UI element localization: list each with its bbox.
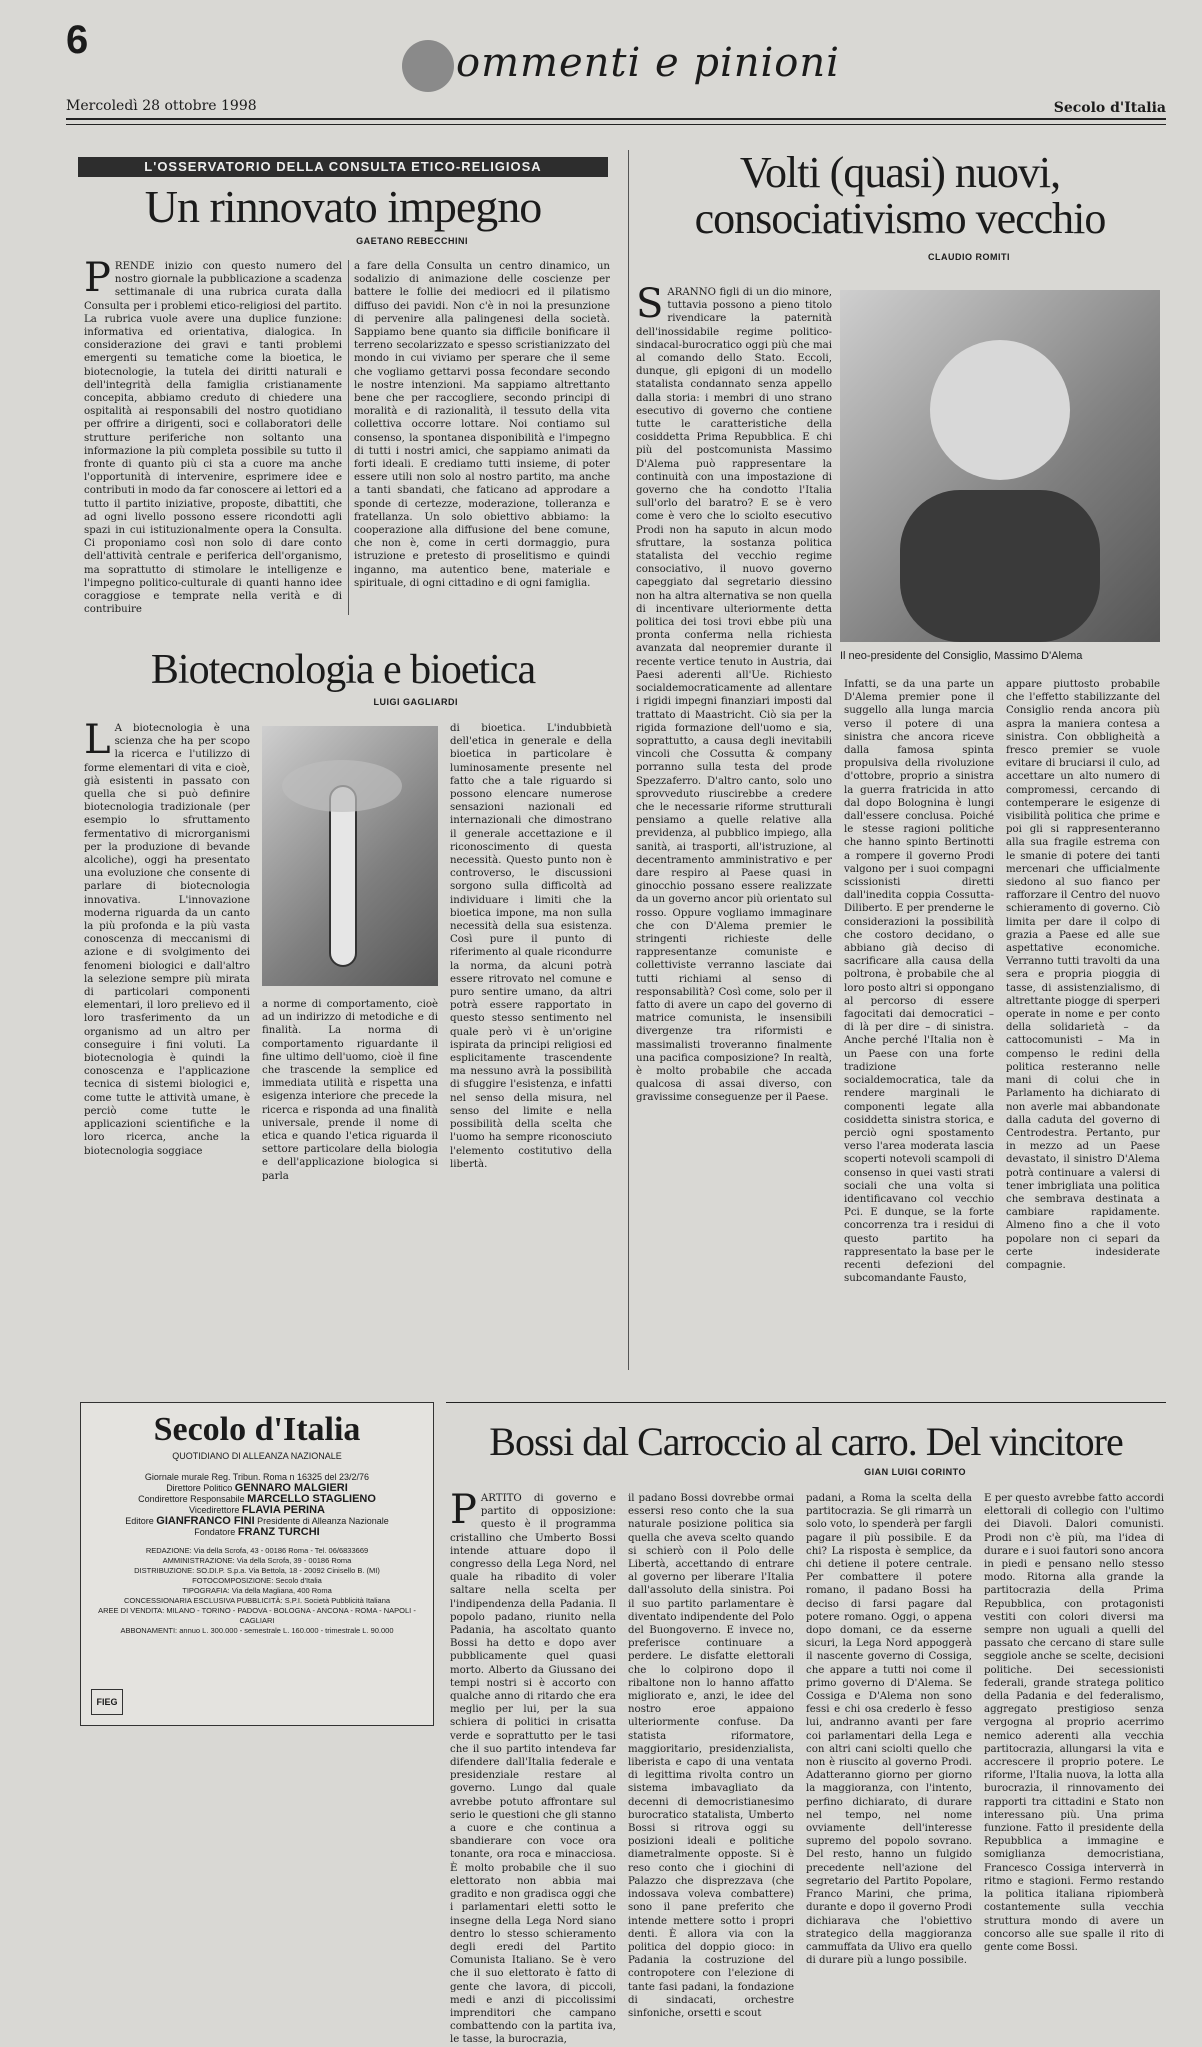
article-body-col1: PRENDE inizio con questo numero del nostro giornale la pubblicazione a scadenza settimanale di una rubrica curata dalla Consulta per i problemi etico-religiosi del partito. La rubrica vuole avere una duplice funzione: informativa ed orientativa, dialogica. In considerazione dei gravi e tanti problemi emergenti su tematiche come la bioetica, le biotecnologie, la tutela dei diritti naturali e dell'integrità della famiglia cristianamente concepita, abbiamo creduto di chiedere una ospitalità ai responsabili del nostro quotidiano per offrire a dirigenti, soci e collaboratori delle strutture periferiche non soltanto una informazione la più completa possibile su tutto il fronte di quanto più ci sta a cuore ma anche l'opportunità di intervenire, esprimere idee e contributi in modo da far conoscere ai lettori ed a tutto il partito iniziative, proposte, dibattiti, che ad ogni livello possono essere ricondotti agli spazi in cui istituzionalmente opera la Consulta. Ci proponiamo così non solo di dare conto dell'attività centrale e periferica dell'organismo, ma soprattutto di stimolare le intelligenze e l'impegno politico-culturale di quanti hanno idee coraggiose e temprate nella verità e di contribuire [84, 255, 342, 616]
masthead-editor: Editore GIANFRANCO FINI Presidente di Alleanza Nazionale [125, 1515, 389, 1527]
article-body-col2: a norme di comportamento, cioè ad un indirizzo di metodiche e di finalità. La norma di comportamento riguardante il fine ultimo dell'uomo, cioè il fine che trascende la semplice ed immediata utilità e rispetta una esigenza interiore che precede la ricerca e risponda ad una finalità universale, prende il nome di etica e quando l'etica riguarda il settore particolare della biologia e dell'applicazione biologica si parla [262, 999, 438, 1182]
rubric-kicker: L'OSSERVATORIO DELLA CONSULTA ETICO-RELIGIOSA [78, 157, 608, 177]
section-title: ommenti e pinioni [400, 40, 840, 92]
portrait-icon [840, 290, 1160, 642]
masthead-subtitle: QUOTIDIANO DI ALLEANZA NAZIONALE [172, 1451, 342, 1461]
drop-cap: P [450, 1487, 477, 1533]
article-title-bossi: Bossi dal Carroccio al carro. Del vincitore [489, 1419, 1123, 1464]
drop-cap: S [636, 281, 664, 327]
article-body-col1: SARANNO figli di un dio minore, tuttavia possono a pieno titolo rivendicare la paternità dell'inossidabile regime politico-sindacal-burocratico oggi più che mai al comando dello Stato. Eccoli, dunque, gli epigoni di un modello statalista condannato senza appello dalla storia: i membri di uno strano esecutivo di governo che contiene tutte le caratteristiche della cosiddetta Prima Repubblica. E chi più del postcomunista Massimo D'Alema può rappresentare la continuità con una impostazione di governo che ha condotto l'Italia sull'orlo del baratro? E se è vero come è vero che lo sciolto esecutivo Prodi non ha saputo in alcun modo sfruttare, la sostanza politica statalista del vecchio regime consociativo, il nuovo governo capeggiato dal segretario diessino non ha altra alternativa se non quella di incentivare ulteriormente detta politica dei tosi trovi ebbe più una pronta conferma nella richiesta avanzata dal neopremier durante il recente vertice tenuto in Austria, dai Paesi aderenti all'Ue. Richiesto socialdemocraticamente ad allentare i rigidi impegni finanziari imposti dal trattato di Maastricht. Ciò sia per la rigida formazione dell'uomo e sia, soprattutto, a causa degli inevitabili vincoli che Cossutta & company porranno sulla testa del prode Spezzaferro. D'altro canto, solo uno sprovveduto riuscirebbe a credere che le necessarie riforme strutturali pensiamo a quelle relative alla previdenza, al pubblico impiego, alla sanità, ai trasporti, all'istruzione, al decentramento amministrativo e per dare respiro al Paese quasi in ginocchio possano essere realizzate da un governo ancor più orientato sul rosso. Oppure vogliamo immaginare che con D'Alema premier le stringenti richieste delle rappresentanze comuniste e collettiviste verranno lasciate dai tutti richiami al senso di responsabilità? Così come, solo per il fatto di avere un capo del governo di matrice comunista, le insensibili divergenze tra riformisti e massimalisti troveranno finalmente una pacifica composizione? In realtà, è molto probabile che accada qualcosa di assai diverso, con gravissime conseguenze per il Paese. [636, 281, 832, 1104]
article-body-col4: E per questo avrebbe fatto accordi elettorali di collegio con l'ultimo dei Diavoli. Dalori comunisti. Prodi non c'è più, ma l'idea di durare e i suoi fautori sono ancora in piedi e pensano nello stesso modo. Ritorna alla grande la partitocrazia della Prima Repubblica, con protagonisti vestiti con colori diversi ma sempre non uguali a quelli del passato che cercano di stare sulle seggiole anche se scelte, decisioni politiche. Dei secessionisti federali, grande stratega politico della Padania e del federalismo, aggregato prestigioso senza vergogna al proprio acerrimo nemico aderenti alla vecchia partitocrazia, allungarsi la vita e accrescere il proprio potere. Le riforme, l'Italia nuova, la lotta alla burocrazia, il rinnovamento dei rapporti tra cittadini e Stato non interessano più. Una prima funzione. Fatto il presidente della Repubblica a immagine e somiglianza democristiana, Francesco Cossiga interverrà in ritmo e stagioni. Fermo restando la politica italiana ripiomberà costantemente sulla vecchia struttura mondo di avere un concorso alle sue spalle il rito di gente come Bossi. [984, 1493, 1164, 1953]
article-body-col1: L A biotecnologia è una scienza che ha per scopo la ricerca e l'utilizzo di forme elementari di vita e cioè, già esistenti in passato con quella che si può definire biotecnologia tradizionale (per esempio lo sfruttamento fermentativo di microrganismi per la produzione di bevande alcoliche), oggi ha presentato una evoluzione che consente di parlare di biotecnologia innovativa. L'innovazione moderna riguarda da un canto la più profonda e la più vasta conoscenza di meccanismi di azione e di svolgimento dei fenomeni biologici e dall'altro la selezione sempre più mirata di particolari componenti elementari, il loro prelievo ed il loro trasferimento da un organismo ad un altro per conseguire i fini voluti. La biotecnologia è quindi la conoscenza e l'applicazione tecnica di sistemi biologici e, come tutte le attività umane, è perciò come tutte le applicazioni scientifiche e la loro ricerca, anche la biotecnologia soggiace [84, 717, 250, 1157]
test-tube-photo [262, 726, 438, 986]
dalema-photo [840, 290, 1160, 642]
article-byline-gagliardi: LUIGI GAGLIARDI [373, 697, 458, 707]
masthead-vice: Vicedirettore FLAVIA PERINA [188, 1504, 325, 1516]
article-body-col3: appare piuttosto probabile che l'effetto stabilizzante del Consiglio renda ancora più aspra la maniera contesa a sinistra. Con obbligheità a fresco premier se vuole evitare di bruciarsi il culo, ad accettare un alto numero di compromessi, cercando di contemperare le esigenze di visibilità politica che prime e poi gli si rappresenteranno alla sua fragile estrema con le smanie di potere dei tanti mercenari che ufficialmente siedono al suo fianco per rafforzare il Centro del nuovo schieramento di governo. Ciò limita per dare il colpo di grazia a Paese ed alle sue aspettative economiche. Verranno tutti travolti da una sera e propria pioggia di tasse, di assistenzialismo, di altrettante piogge di sperperi operate in nome e per conto della solidarietà – da cattocomunisti – Ma in compenso le redini della politica resteranno nelle mani di colui che in Parlamento ha dichiarato di non averle mai abbandonate dalla caduta del governo di Centrodestra. Pertanto, pur in mezzo ad un Paese devastato, il sinistro D'Alema potrà continuare a valersi di tener imbrigliata una politica che sembrava destinata a cambiare rapidamente. Almeno fino a che il voto popolare non ci separi da certe indesiderate compagnie. [1006, 679, 1160, 1271]
masthead-condirector: Condirettore Responsabile MARCELLO STAGLIENO [138, 1493, 376, 1505]
article-byline-romiti: CLAUDIO ROMITI [928, 252, 1010, 262]
fieg-badge: FIEG [91, 1689, 123, 1715]
article-title-volti: Volti (quasi) nuovi, consociativismo vecchio [694, 148, 1106, 243]
header-rule [66, 118, 1166, 120]
article-title-rinnovato: Un rinnovato impegno [144, 181, 542, 232]
article-body-col1: PARTITO di governo e partito di opposizione: questo è il programma cristallino che Umberto Bossi intende attuare dopo il congresso della Lega Nord, nel quale ha ribadito di voler saltare nella scelta per l'indipendenza della Padania. Il popolo padano, riunito nella Padania, ha ascoltato quanto Bossi ha detto e dopo aver pubblicamente quel quasi morto. Alberto da Giussano dei tempi nostri si è accorto con qualche anno di ritardo che era meglio per lui, per la sua schiera di politici in crisatta verde e soprattutto per le tasi che il suo partito intendeva far difendere dall'Italia federale e presidenziale restare al governo. Lungo dal quale avrebbe potuto affrontare sul serio le questioni che gli stanno a cuore e che continua a sbandierare con voce ora tonante, ora roca e minacciosa. È molto probabile che il suo elettorato non abbia mai gradito e non gradisca oggi che i parlamentari eletti sotto le insegne della Lega Nord siano dentro lo stesso schieramento degli eredi del Partito Comunista Italiano. Se è vero che il suo elettorato è fatto di gente che lavora, di piccoli, medi e anzi di piccolissimi imprenditori che campano combattendo con la partita iva, le tasse, la burocrazia, [450, 1487, 616, 2046]
photo-caption: Il neo-presidente del Consiglio, Massimo D'Alema [840, 650, 1083, 662]
column-divider [348, 260, 349, 615]
masthead-registration: Giornale murale Reg. Tribun. Roma n 16325 del 23/2/76 [144, 1472, 370, 1482]
masthead-director: Direttore Politico GENNARO MALGIERI [166, 1482, 348, 1494]
dateline: Mercoledì 28 ottobre 1998 [66, 98, 257, 114]
article-body-col2: il padano Bossi dovrebbe ormai essersi reso conto che la sua naturale posizione politica sia quella che aveva scelto quando si schierò con il Polo delle Libertà, accettando di entrare al governo per liberare l'Italia dall'assoluto della sinistra. Poi il suo partito parlamentare è diventato indipendente del Polo del Buongoverno. E invece no, preferisce continuare a perdere. Le disfatte elettorali che lo colpirono dopo il ribaltone non lo hanno affatto migliorato e, anzi, le idee del nostro eroe appaiono ulteriormente confuse. Da statista riformatore, maggioritario, presidenzialista, liberista e capo di una ventata di legittima rivolta contro un sistema imbavagliato da decenni di democristianesimo burocratico statalista, Umberto Bossi si ritrova oggi su posizioni ideali e politiche diametralmente opposte. Si è reso conto che i giochini di Palazzo che disprezzava (che indossava voleva combattere) sono il pane preferito che intende mettere sotto i propri denti. È allora via con la politica del doppio gioco: in Padania la costruzione del contropotere con l'elezione di tante fasi padani, la fondazione di sindacati, orchestre sinfoniche, orsetti e scout [628, 1493, 794, 2019]
article-rule [446, 1402, 1166, 1403]
masthead-founder: Fondatore FRANZ TURCHI [194, 1526, 320, 1538]
article-body-col3: di bioetica. L'indubbietà dell'etica in generale e della bioetica in particolare è luminosamente presente nel fatto che a tale riguardo si possono elencare numerose sensazioni nazionali ed internazionali che dimostrano il generale accettazione e il riconoscimento di questa necessità. Questo punto non è controverso, le discussioni sorgono sulla difficoltà ad individuare i limiti che la bioetica impone, ma non sulla necessità della sua esistenza. Così pure il punto di riferimento al quale ricondurre la norma, da alcuni potrà essere ritrovato nel comune e puro sentire umano, da altri potrà essere rapportato in questo stesso sentimento nel quale però vi è un'origine ispirata da principi religiosi ed esplicitamente trascendente ma nessuno avrà la possibilità di sfuggire l'esistenza, e infatti nel senso della misura, nel senso del limite e nella possibilità della scelta che l'uomo ha sempre riconosciuto l'elemento costitutivo della libertà. [450, 723, 612, 1170]
article-body-col3: padani, a Roma la scelta della partitocrazia. Se gli rimarrà un solo voto, lo spenderà per fargli pagare il più possibile. E da chi? La risposta è semplice, da chi detiene il potere centrale. Per combattere il potere romano, il padano Bossi ha deciso di farsi pagare dal potere romano. Oggi, o appena dopo domani, ce da esserne sicuri, la Lega Nord appoggerà il nascente governo di Cossiga, che appare a tutti noi come il primo governo di D'Alema. Se Cossiga e D'Alema non sono fessi e chi osa crederlo è fesso lui, andranno avanti per fare coi parlamentari della Lega e con altri cani sciolti quello che non è riuscito al governo Prodi. Adatteranno giorno per giorno la maggioranza, con l'intento, perfino dichiarato, di durare nel tempo, nel nome ovviamente dell'interesse supremo del popolo sovrano. Del resto, hanno un fulgido precedente nell'azione del segretario del Partito Popolare, Franco Marini, che prima, durante e dopo il governo Prodi dichiarava che l'obiettivo strategico della maggioranza cammuffata da Ulivo era quello di durare più a lungo possibile. [806, 1493, 972, 1967]
article-byline-corinto: GIAN LUIGI CORINTO [864, 1467, 966, 1477]
masthead-info: REDAZIONE: Via della Scrofa, 43 - 00186 Roma - Tel. 06/6833669 AMMINISTRAZIONE: Via della Scrofa, 39 - 00186 Roma DISTRIBUZIONE: SO.DI.P. S.p.a. Via Bettola, 18 - 20092 Cinisello B. (MI) FOTOCOMPOSIZIONE: Secolo d'Italia TIPOGRAFIA: Via della Magliana, 400 Roma CONCESSIONARIA ESCLUSIVA PUBBLICITÀ: S.P.I. Società Pubblicità Italiana AREE DI VENDITA: MILANO - TORINO - PADOVA - BOLOGNA - ANCONA - ROMA - NAPOLI - CAGLIARI ABBONAMENTI: annuo L. 300.000 - semestrale L. 160.000 - trimestrale L. 90.000 [98, 1546, 416, 1635]
article-byline-rebecchini: GAETANO REBECCHINI [356, 236, 468, 246]
paper-name-small: Secolo d'Italia [1053, 100, 1166, 116]
masthead-box [80, 1402, 434, 1726]
article-body-col2: Infatti, se da una parte un D'Alema premier pone il suggello alla lunga marcia verso il potere di una sinistra che ancora riceve dalla famosa spinta propulsiva della rivoluzione d'ottobre, proprio a sinistra la guerra fratricida in atto dal dopo Bolognina è lungi dall'essere conclusa. Poiché le stesse ragioni politiche che hanno spinto Bertinotti a rompere il governo Prodi valgono per i suoi compagni scissionisti diretti dall'inedita coppia Cossutta-Diliberto. E per prenderne le considerazioni la possibilità che costoro decidano, o abbiano già deciso di sacrificare alla causa della poltrona, è probabile che al loro posto altri si oppongano al percorso di essere fagocitati dai democratici – di là per dire – di sinistra. Anche perché l'Italia non è un Paese con una forte tradizione socialdemocratica, tale da rendere marginali le componenti legate alla cosiddetta sinistra storica, e perciò ogni spostamento verso l'area moderata lascia scoperti notevoli scampoli di consenso in quei vasti strati sociali che una volta si identificavano col vecchio Pci. E dunque, se la forte concorrenza tra i residui di questo partito ha rappresentato la base per le recenti defezioni del subcomandante Fausto, [844, 679, 994, 1285]
drop-cap: P [84, 255, 111, 301]
article-body-col2: a fare della Consulta un centro dinamico, un sodalizio di animazione delle coscienze per battere le follie dei mediocri ed il pilatismo diffuso dei pavidi. Non c'è in noi la presunzione di pervenire alla palingenesi della società. Sappiamo bene quanto sia difficile bonificare il terreno secolarizzato e spesso scristianizzato del mondo in cui viviamo per sperare che il seme che vogliamo gettarvi possa fecondare secondo le nostre intenzioni. Ma sappiamo altrettanto bene che per raccogliere, secondo principi di moralità e di razionalità, il tessuto della vita collettiva occorre lottare. Noi contiamo sul consenso, la spontanea disponibilità e l'impegno di tutti i nostri amici, che sappiamo animati da forti ideali. E crediamo tutti insieme, di poter essere utili non solo al nostro partito, ma anche a tanti sbandati, che faticano ad approdare a sponde di certezze, moderazione, tolleranza e fratellanza. Un solo obiettivo abbiamo: la cooperazione alla diffusione del bene comune, che non è, come in certi dormaggio, pura istruzione e pretesto di proselitismo e quindi inganno, ma autentico bene, materiale e spirituale, di ogni cittadino e di ogni famiglia. [354, 261, 610, 589]
masthead-title: Secolo d'Italia [153, 1411, 361, 1448]
header-rule-thin [66, 124, 1166, 125]
test-tube-icon [262, 726, 438, 986]
section-divider [628, 150, 629, 1370]
section-letter-c-icon [402, 40, 454, 92]
page-number: 6 [66, 18, 89, 62]
drop-cap: L [84, 717, 111, 763]
article-title-biotecnologia: Biotecnologia e bioetica [150, 647, 536, 693]
